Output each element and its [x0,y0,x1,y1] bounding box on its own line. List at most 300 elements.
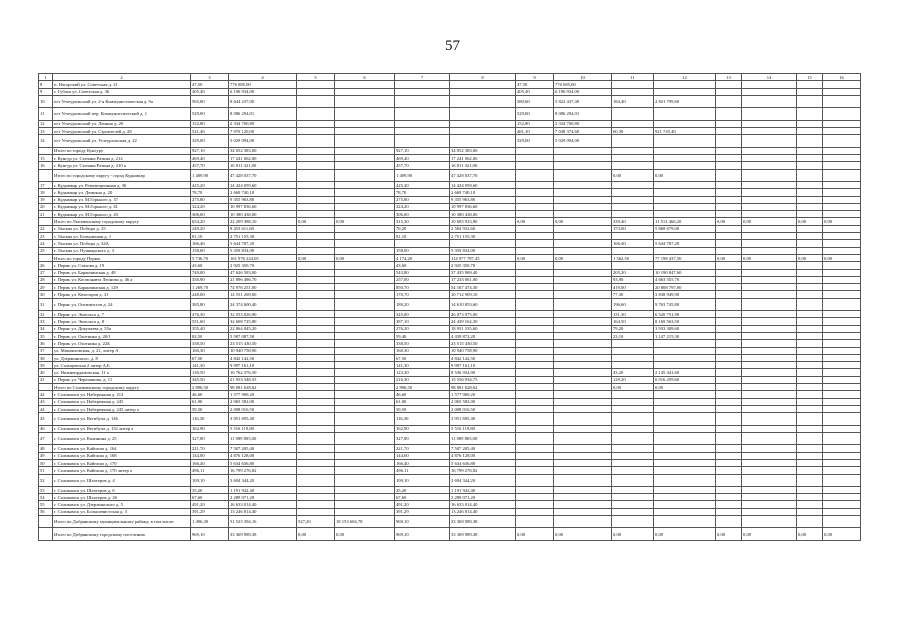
table-row [39,494,861,501]
header-cell: 2 [53,74,191,81]
value-cell [823,189,861,196]
value-cell [797,196,823,203]
value-cell [554,501,612,508]
value-cell: 350,90 [191,276,229,283]
value-cell: 324,20 [191,203,229,210]
value-cell [554,516,612,528]
address-cell: г. Соликамск ул. Дзержинского д. 5 [53,501,191,508]
value-cell [516,391,554,398]
value-cell: 43,20 [612,369,654,376]
value-cell: 23,10 [612,332,654,339]
value-cell [823,181,861,188]
value-cell: 144,00 [395,452,450,459]
value-cell [335,81,395,88]
address-cell: г. Соликамск ул. Набережная д. 212 [53,391,191,398]
value-cell [335,325,395,332]
value-cell: 2 289 071,20 [229,494,297,501]
value-cell [797,445,823,452]
value-cell: 1 577 969,20 [450,391,516,398]
value-cell: 5 029 094,00 [229,135,297,147]
value-cell [612,203,654,210]
value-cell [335,391,395,398]
address-cell: г. Губаха ул. Советская д. 36 [53,88,191,95]
header-cell: 12 [654,74,716,81]
value-cell: 205,20 [612,269,654,276]
value-cell [742,474,797,486]
value-cell [797,169,823,181]
address-cell: г. Пермь ул. Охотника д. 22Б [53,340,191,347]
value-cell [516,362,554,369]
value-cell [335,291,395,298]
header-cell: 5 [297,74,335,81]
value-cell: 23 515 430,50 [450,340,516,347]
value-cell [797,154,823,161]
value-cell: 47 626 583,00 [229,269,297,276]
value-cell: 385,80 [191,298,229,310]
value-cell: 306,00 [395,211,450,218]
value-cell [742,494,797,501]
value-cell [395,135,450,147]
value-cell [742,318,797,325]
value-cell: 74 976 251,00 [229,284,297,291]
value-cell [335,474,395,486]
value-cell: 527,20 [297,516,335,528]
value-cell [742,196,797,203]
row-number-cell: 11 [39,108,53,120]
value-cell: 4 439 872,20 [450,332,516,339]
value-cell [716,459,742,466]
row-number-cell: 13 [39,127,53,134]
value-cell: 10 997 836,60 [229,203,297,210]
address-cell: п. Нагорский ул. Советская д. 21 [53,81,191,88]
value-cell: 8 086 294,01 [229,108,297,120]
value-cell [450,108,516,120]
value-cell [742,211,797,218]
value-cell [335,127,395,134]
row-number-cell: 52 [39,474,53,486]
value-cell [823,311,861,318]
value-cell [335,494,395,501]
value-cell [554,347,612,354]
address-cell: г. Соликамск ул. Калинина д. 25 [53,432,191,444]
row-number-cell: 24 [39,240,53,247]
value-cell [797,425,823,432]
table-row [39,147,861,154]
table-body [39,74,861,541]
value-cell: 1 191 942,40 [229,486,297,493]
value-cell [716,340,742,347]
value-cell [450,95,516,107]
value-cell [516,445,554,452]
value-cell: 0,00 [554,254,612,261]
table-row [39,247,861,254]
value-cell [716,240,742,247]
value-cell [297,211,335,218]
row-number-cell: 46 [39,425,53,432]
value-cell [335,332,395,339]
value-cell [716,354,742,361]
value-cell [823,203,861,210]
value-cell: 79,20 [612,325,654,332]
value-cell [612,467,654,474]
value-cell: 22 864 845,20 [229,325,297,332]
value-cell [554,425,612,432]
value-cell [516,181,554,188]
value-cell [450,127,516,134]
header-cell: 6 [335,74,395,81]
value-cell [297,203,335,210]
value-cell: 2 821 799,60 [654,95,716,107]
value-cell [654,340,716,347]
value-cell [823,425,861,432]
value-cell [742,154,797,161]
value-cell [716,269,742,276]
value-cell: 0,00 [297,528,335,540]
value-cell [797,311,823,318]
value-cell: 17 241 062,00 [450,154,516,161]
value-cell [654,516,716,528]
value-cell [742,88,797,95]
value-cell [612,501,654,508]
value-cell [797,508,823,515]
value-cell [297,196,335,203]
value-cell [716,318,742,325]
header-cell: 14 [742,74,797,81]
value-cell [654,108,716,120]
address-cell: г. Кудымкар ул. М.Горького д. 37 [53,196,191,203]
value-cell [554,284,612,291]
value-cell [612,135,654,147]
value-cell: 2 669 740,10 [450,189,516,196]
value-cell [823,467,861,474]
value-cell [797,203,823,210]
value-cell [742,325,797,332]
value-cell [823,501,861,508]
value-cell [797,467,823,474]
value-cell [742,262,797,269]
value-cell [742,425,797,432]
value-cell [797,391,823,398]
value-cell [716,384,742,391]
value-cell [716,391,742,398]
value-cell: 405,40 [516,88,554,95]
value-cell [823,432,861,444]
value-cell: 3 694 344,20 [229,474,297,486]
value-cell [335,459,395,466]
value-cell: 850,70 [395,284,450,291]
table-row [39,486,861,493]
value-cell [297,425,335,432]
value-cell [516,262,554,269]
value-cell [823,494,861,501]
value-cell [716,467,742,474]
value-cell [716,369,742,376]
value-cell: 43,60 [395,262,450,269]
value-cell [297,369,335,376]
address-cell: г. Пермь ул. Баранчинская д. 48 [53,269,191,276]
row-number-cell: 35 [39,332,53,339]
value-cell [797,486,823,493]
value-cell [742,81,797,88]
table-row [39,120,861,127]
value-cell: 6 196 934,00 [554,88,612,95]
value-cell: 109,10 [395,474,450,486]
value-cell [654,181,716,188]
value-cell [823,391,861,398]
table-row [39,225,861,232]
value-cell: 5 516 119,80 [450,425,516,432]
row-number-cell: 28 [39,276,53,283]
value-cell [297,127,335,134]
value-cell: 2 334 700,80 [229,120,297,127]
value-cell: 54 167 474,30 [450,284,516,291]
value-cell [612,262,654,269]
value-cell [554,432,612,444]
value-cell [823,262,861,269]
value-cell [297,391,335,398]
value-cell: 130,50 [191,369,229,376]
value-cell [297,325,335,332]
value-cell [297,474,335,486]
value-cell: 189,20 [395,298,450,310]
value-cell [612,147,654,154]
value-cell [297,108,335,120]
value-cell [297,318,335,325]
value-cell: 21 953 348,55 [229,376,297,383]
value-cell: 4 663 355,70 [654,276,716,283]
value-cell [297,189,335,196]
value-cell [450,135,516,147]
value-cell [797,276,823,283]
value-cell [716,486,742,493]
value-cell [742,291,797,298]
value-cell [823,445,861,452]
address-cell: Итого по городскому округу - город Кудымкар [53,169,191,181]
value-cell [554,369,612,376]
row-number-cell: 56 [39,508,53,515]
value-cell: 17 233 061,00 [450,276,516,283]
value-cell [742,225,797,232]
row-number-cell: 34 [39,325,53,332]
value-cell: 257,00 [395,276,450,283]
value-cell: 1 577 969,20 [229,391,297,398]
value-cell [297,169,335,181]
value-cell: 10 695 923,90 [450,218,516,225]
value-cell: 461,10 [516,127,554,134]
row-number-cell: 39 [39,362,53,369]
value-cell: 221,70 [395,445,450,452]
value-cell [742,332,797,339]
address-cell: г. Соликамск ул. Шахтеров д. 4 [53,474,191,486]
value-cell: 9 355 963,80 [450,196,516,203]
value-cell: 152,80 [191,120,229,127]
value-cell [297,225,335,232]
value-cell [823,196,861,203]
value-cell: 3 694 344,20 [450,474,516,486]
value-cell: 405,40 [191,88,229,95]
value-cell [516,467,554,474]
value-cell: 116,30 [191,413,229,425]
value-cell [742,347,797,354]
value-cell [450,81,516,88]
value-cell [716,347,742,354]
value-cell: 521,40 [191,127,229,134]
value-cell [335,276,395,283]
value-cell: 67,60 [395,494,450,501]
value-cell [516,311,554,318]
value-cell: 5 359 834,00 [450,247,516,254]
table-row [39,203,861,210]
value-cell [716,211,742,218]
address-cell: Итого по Добрянскому городскому поселению [53,528,191,540]
value-cell [395,120,450,127]
value-cell [612,162,654,169]
value-cell [395,81,450,88]
resettlement-table [38,73,861,541]
value-cell [823,291,861,298]
value-cell [716,135,742,147]
value-cell: 0,00 [335,528,395,540]
value-cell: 5 736,70 [191,254,229,261]
value-cell: 158,00 [395,247,450,254]
value-cell: 67,50 [395,354,450,361]
table-row [39,391,861,398]
value-cell: 5 359 834,00 [229,247,297,254]
address-cell: г. Пермь ул. Кочегаров д. 31 [53,291,191,298]
value-cell [516,318,554,325]
value-cell [742,413,797,425]
address-cell: г. Лысьва ул. Победы д. 34А [53,240,191,247]
table-row [39,284,861,291]
table-row [39,405,861,412]
row-number-cell: 25 [39,247,53,254]
value-cell: 114 977 787,45 [450,254,516,261]
value-cell: 14 424 059,60 [450,181,516,188]
value-cell: 338,50 [191,340,229,347]
value-cell [335,347,395,354]
address-cell: г. Пермь ул. Охотника д. 20/1 [53,332,191,339]
value-cell [716,162,742,169]
value-cell [823,233,861,240]
value-cell: 5 868 679,00 [654,225,716,232]
value-cell: 551,60 [191,318,229,325]
value-cell [335,135,395,147]
value-cell [823,508,861,515]
value-cell [823,376,861,383]
row-number-cell: 31 [39,298,53,310]
value-cell [612,88,654,95]
value-cell [823,95,861,107]
value-cell [742,376,797,383]
value-cell: 5 822 437,40 [554,95,612,107]
value-cell [654,398,716,405]
value-cell [335,298,395,310]
value-cell [297,347,335,354]
value-cell [612,425,654,432]
value-cell [612,181,654,188]
value-cell [335,452,395,459]
row-number-cell: 45 [39,413,53,425]
header-cell: 4 [229,74,297,81]
value-cell [516,398,554,405]
value-cell [823,332,861,339]
value-cell: 4 876 128,00 [229,452,297,459]
value-cell [716,247,742,254]
value-cell: 35,20 [191,486,229,493]
value-cell [516,516,554,528]
address-cell: г. Кудымкар ул. Демьяна д. 20 [53,189,191,196]
address-cell: г. Соликамск ул. Шахтеров д. 6 [53,486,191,493]
value-cell [297,384,335,391]
header-cell: 1 [39,74,53,81]
value-cell: 419,00 [612,284,654,291]
address-cell: г. Соликамск ул. Вегибуча д. 146 [53,413,191,425]
value-cell [742,203,797,210]
value-cell [297,354,335,361]
value-cell [654,354,716,361]
value-cell: 47,50 [191,81,229,88]
row-number-cell: 29 [39,284,53,291]
value-cell [516,486,554,493]
table-row [39,88,861,95]
value-cell [716,432,742,444]
value-cell [516,276,554,283]
value-cell [654,391,716,398]
value-cell: 2 008 016,50 [450,405,516,412]
value-cell [797,291,823,298]
value-cell: 16 633 014,40 [450,501,516,508]
value-cell: 329,00 [191,135,229,147]
value-cell: 13 246 814,40 [229,508,297,515]
value-cell: 67,60 [191,494,229,501]
value-cell [554,262,612,269]
address-cell: г. Пермь ул. Черепанова, д. 11 [53,376,191,383]
table-row [39,508,861,515]
value-cell [716,88,742,95]
value-cell [516,196,554,203]
address-cell: г. Соликамск ул. Кайгаша д. 164 [53,445,191,452]
table-row [39,311,861,318]
value-cell: 24 374 600,40 [229,298,297,310]
address-cell: Итого по Добрянскому муниципальному району, в том числе: [53,516,191,528]
value-cell: 3 838 949,90 [654,291,716,298]
value-cell [554,452,612,459]
value-cell: 109,10 [191,474,229,486]
value-cell [516,494,554,501]
value-cell [797,262,823,269]
value-cell [554,269,612,276]
value-cell [335,108,395,120]
value-cell [797,162,823,169]
value-cell [716,95,742,107]
value-cell [395,88,450,95]
value-cell: 3 933 309,60 [654,325,716,332]
value-cell: 4 174,20 [395,254,450,261]
value-cell [554,398,612,405]
value-cell [742,452,797,459]
value-cell [297,432,335,444]
value-cell: 166,40 [612,240,654,247]
value-cell: 338,50 [395,340,450,347]
value-cell [742,354,797,361]
value-cell: 0,00 [612,528,654,540]
value-cell: 16 633 014,40 [229,501,297,508]
value-cell [654,459,716,466]
value-cell [335,154,395,161]
value-cell: 749,00 [191,269,229,276]
value-cell [654,452,716,459]
value-cell: 158,00 [191,247,229,254]
